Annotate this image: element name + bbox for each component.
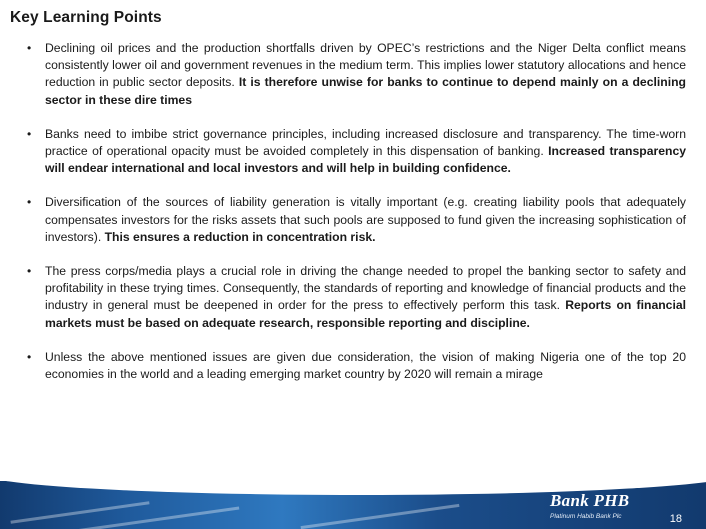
logo-tagline: Platinum Habib Bank Plc — [550, 513, 622, 520]
bullet-icon: • — [27, 41, 32, 55]
bullet-icon: • — [27, 349, 32, 364]
list-item — [26, 349, 686, 383]
list-item — [26, 263, 686, 332]
list-item — [26, 126, 686, 178]
point-emphasis: Increased transparency will endear international and local investors and will help in building confidence. — [45, 144, 687, 176]
bullet-icon: • — [27, 126, 32, 141]
point-emphasis: It is therefore unwise for banks to continue to depend mainly on a declining sector in these dire times — [45, 75, 686, 107]
footer-banner — [0, 481, 706, 529]
footer-streak — [10, 501, 149, 523]
page-number: 18 — [669, 513, 682, 525]
point-emphasis: Reports on financial markets must be based on adequate research, responsible reporting and discipline. — [45, 298, 686, 330]
learning-points-list — [26, 40, 686, 400]
list-item — [26, 194, 686, 246]
point-emphasis: This ensures a reduction in concentration risk. — [104, 229, 376, 244]
bullet-icon: • — [27, 264, 32, 279]
bank-logo — [546, 491, 654, 525]
point-text: Unless the above mentioned issues are given due consideration, the vision of making Nigeria one of the top 20 economies in the world and a leading emerging market country by 2020 will remain a mirage — [45, 349, 686, 382]
point-text: The press corps/media plays a crucial role in driving the change needed to propel the banking sector to safety and profitability in these trying times. Consequently, the standards of reporting and knowledge of financial products and the industry in general must be deepened in order for the press to effectively perform this task. — [45, 264, 686, 313]
list-item — [26, 40, 686, 109]
page-title: Key Learning Points — [10, 9, 162, 26]
footer-streak — [301, 504, 460, 529]
logo-name: Bank PHB — [550, 491, 630, 510]
point-text: Declining oil prices and the production shortfalls driven by OPEC’s restrictions and the Niger Delta conflict means consistently lower oil and government revenues in the medium term. This implies lower statutory allocations and hence reduction in public sector deposits. — [45, 41, 686, 90]
point-text: Banks need to imbibe strict governance principles, including increased disclosure and transparency. The time-worn practice of operational opacity must be avoided completely in this dispensation of banking. — [45, 126, 686, 159]
point-text: Diversification of the sources of liability generation is vitally important (e.g. creating liability pools that adequately compensates investors for the risks assets that such pools are supposed to fund given the increasing sophistication of investors). — [45, 195, 686, 244]
bullet-icon: • — [27, 195, 32, 210]
